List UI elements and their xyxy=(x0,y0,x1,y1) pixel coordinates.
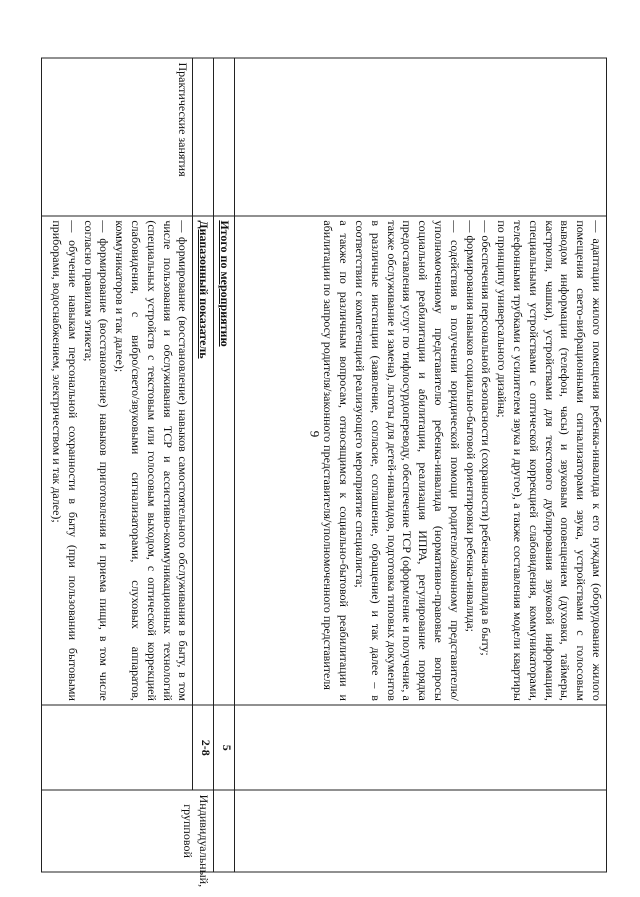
activity-content-cell xyxy=(42,216,193,706)
list-item: — содействия в получении юридической помощи родителю/законному представителю/уполномоченному представителю ребенка-инвалида (нормативно-правовые вопросы социальной реабилитации и абилитации, реализация ИПРА, регулирование порядка предоставления услуг по тифлосурдопереводу, обеспечение ТСР (оформление и получение, а также обслуживание и замена), льготы для детей-инвалидов, подготовка типовых документов в различные инстанции (заявление, согласие, соглашение, обращение) и так далее – в соответствии с компетенцией реализующего мероприятие специалиста; xyxy=(353,220,462,701)
empty-cell xyxy=(42,705,193,790)
empty-cell xyxy=(214,790,235,872)
form-cell xyxy=(235,790,607,872)
empty-cell xyxy=(193,58,214,216)
table-row xyxy=(235,58,607,872)
count-cell xyxy=(235,705,607,790)
activity-content-cell xyxy=(235,216,607,706)
total-count: 5 xyxy=(214,705,235,790)
page-number: 9 xyxy=(307,430,323,438)
list-item: — формирование (восстановление) навыков приготовления и приема пищи, в том числе согласно правилам этикета; xyxy=(81,220,112,701)
list-item: — обеспечения персональной безопасности (сохранности) ребенка-инвалида в быту; xyxy=(479,220,494,656)
table-row xyxy=(214,58,235,872)
rehabilitation-activities-table xyxy=(41,58,607,888)
list-item: — обучение навыкам персональной сохранности в быту (при пользовании бытовыми приборами, водоснабжением, электричеством и так далее); xyxy=(50,220,80,701)
table-row xyxy=(42,58,193,872)
list-item: — формирование (восстановление) навыков самостоятельного обслуживания в быту, в том числе пользования и обслуживания ТСР и ассистивно-коммуникационных технологий (специальных устройств с текстовым или голосовым выходом, с оптической коррекцией слабовидения, с вибро/свето/звуковыми сигнализаторами, слуховых аппаратов, коммуникаторов и так далее); xyxy=(113,220,191,701)
table-row xyxy=(193,58,214,872)
empty-cell xyxy=(214,58,235,216)
total-label: Итого по мероприятию xyxy=(214,216,235,706)
range-count: 2-8 xyxy=(193,705,214,790)
list-item: а также по различным вопросам, относящимся к социально-бытовой реабилитации и абилитации по запросу родителя/законного представителя/уполномоченного представителя xyxy=(321,220,352,701)
list-item: — формирования навыков социально-бытовой ориентировки ребенка-инвалида; xyxy=(463,220,478,632)
range-label: Диапазонный показатель xyxy=(193,216,214,706)
activity-type-cell: Практические занятия xyxy=(42,58,193,216)
list-item: — адаптации жилого помещения ребенка-инвалида к его нуждам (оборудование жилого помещения свето-вибрационными сигнализаторами звука, устройствами с голосовым выводом информации (телефон, часы) и звуковым оповещением (духовки, таймеры, кастрюли, чашки), устройствами для текстового дублирования звуковой информации, специальными устройствами с оптической коррекцией слабовидения, коммуникаторами, телефонными трубками с усилителем звука и другое), а также составления модели квартиры по принципу универсального дизайна; xyxy=(495,220,604,701)
document-table-container xyxy=(41,58,607,888)
form-cell: Индивидуальный, групповой xyxy=(42,790,214,872)
activity-type-cell xyxy=(235,58,607,216)
